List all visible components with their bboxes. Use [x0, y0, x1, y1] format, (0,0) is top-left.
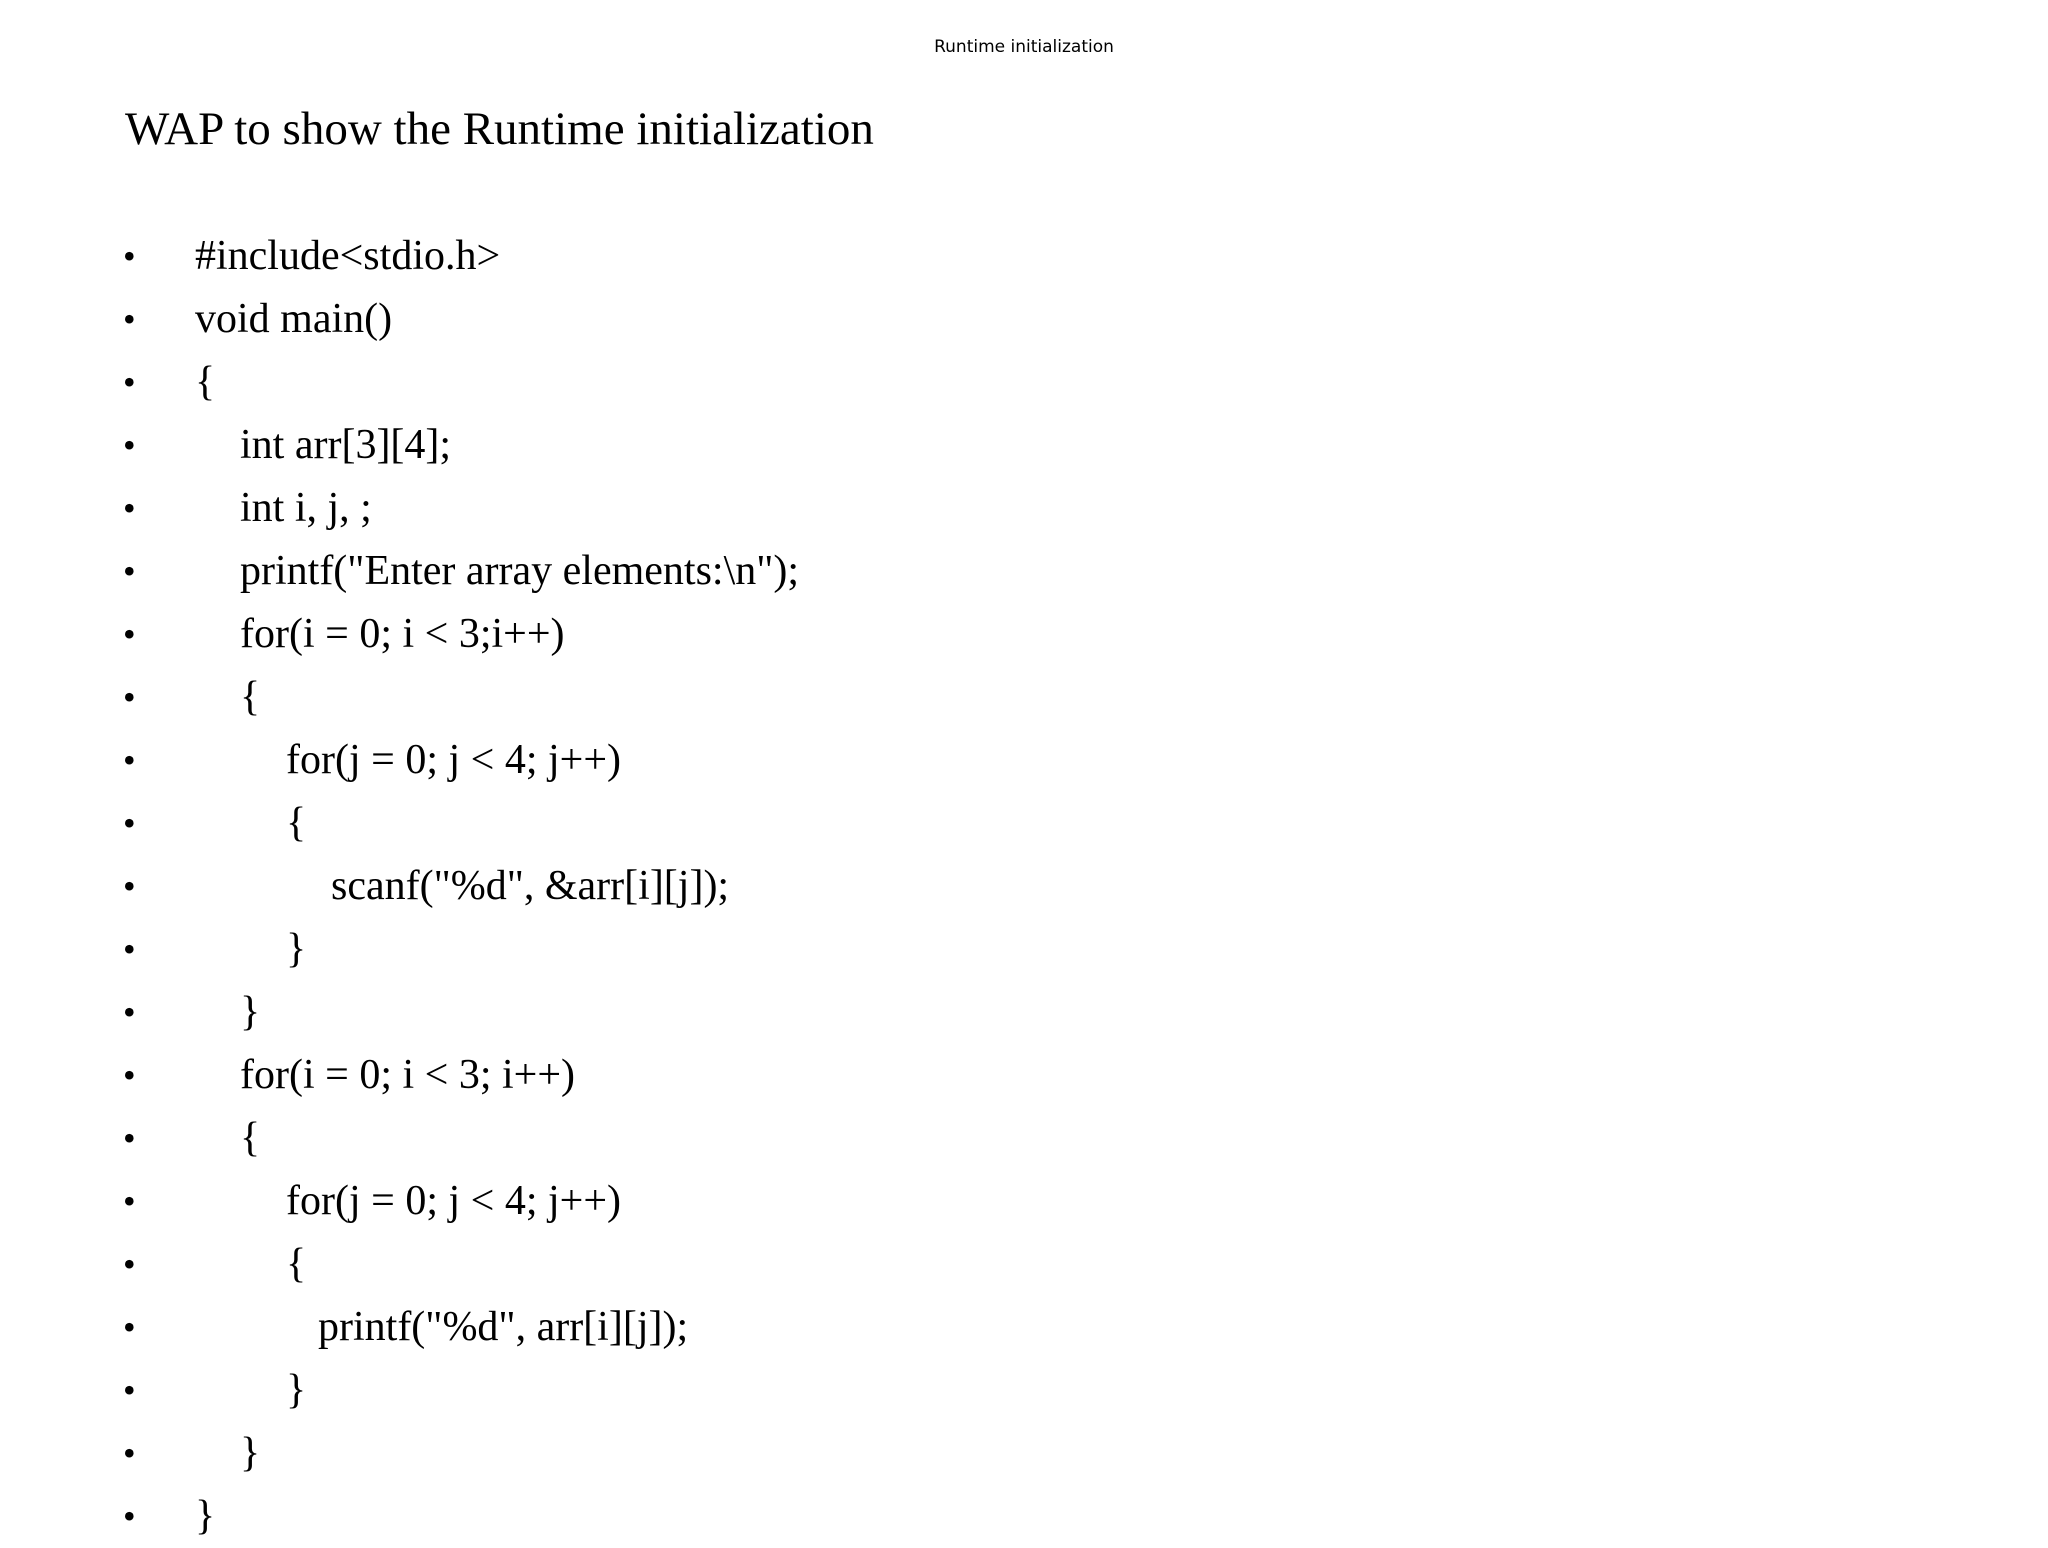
bullet-icon: •: [123, 299, 136, 339]
bullet-icon: •: [123, 1055, 136, 1095]
code-line-text: void main(): [195, 296, 393, 342]
code-line-text: {: [240, 1115, 261, 1161]
bullet-icon: •: [123, 551, 136, 591]
code-line-text: {: [286, 1241, 307, 1287]
code-line-text: for(j = 0; j < 4; j++): [286, 1178, 622, 1224]
bullet-icon: •: [123, 1118, 136, 1158]
code-line-text: int i, j, ;: [240, 485, 372, 531]
code-line-text: }: [286, 926, 307, 972]
code-line-text: }: [240, 989, 261, 1035]
bullet-icon: •: [123, 488, 136, 528]
bullet-icon: •: [123, 929, 136, 969]
bullet-icon: •: [123, 1370, 136, 1410]
code-line-text: printf("%d", arr[i][j]);: [318, 1304, 689, 1350]
code-line-text: scanf("%d", &arr[i][j]);: [331, 863, 730, 909]
code-line-text: {: [286, 800, 307, 846]
bullet-icon: •: [123, 362, 136, 402]
code-line-text: {: [240, 674, 261, 720]
bullet-icon: •: [123, 425, 136, 465]
code-line-text: #include<stdio.h>: [195, 233, 501, 279]
bullet-icon: •: [123, 1244, 136, 1284]
code-line-text: for(j = 0; j < 4; j++): [286, 737, 622, 783]
slide-header-title: Runtime initialization: [934, 37, 1114, 57]
bullet-icon: •: [123, 1307, 136, 1347]
slide-heading: WAP to show the Runtime initialization: [125, 103, 874, 155]
code-line-text: for(i = 0; i < 3;i++): [240, 611, 565, 657]
code-line-text: }: [195, 1493, 216, 1539]
code-line-text: for(i = 0; i < 3; i++): [240, 1052, 576, 1098]
code-line-text: }: [240, 1430, 261, 1476]
bullet-icon: •: [123, 866, 136, 906]
bullet-icon: •: [123, 803, 136, 843]
bullet-icon: •: [123, 992, 136, 1032]
bullet-icon: •: [123, 614, 136, 654]
bullet-icon: •: [123, 236, 136, 276]
bullet-icon: •: [123, 1181, 136, 1221]
code-line-text: {: [195, 359, 216, 405]
bullet-icon: •: [123, 740, 136, 780]
code-line-text: int arr[3][4];: [240, 422, 452, 468]
code-line-text: }: [286, 1367, 307, 1413]
bullet-icon: •: [123, 677, 136, 717]
bullet-icon: •: [123, 1433, 136, 1473]
code-line-text: printf("Enter array elements:\n");: [240, 548, 800, 594]
bullet-icon: •: [123, 1496, 136, 1536]
